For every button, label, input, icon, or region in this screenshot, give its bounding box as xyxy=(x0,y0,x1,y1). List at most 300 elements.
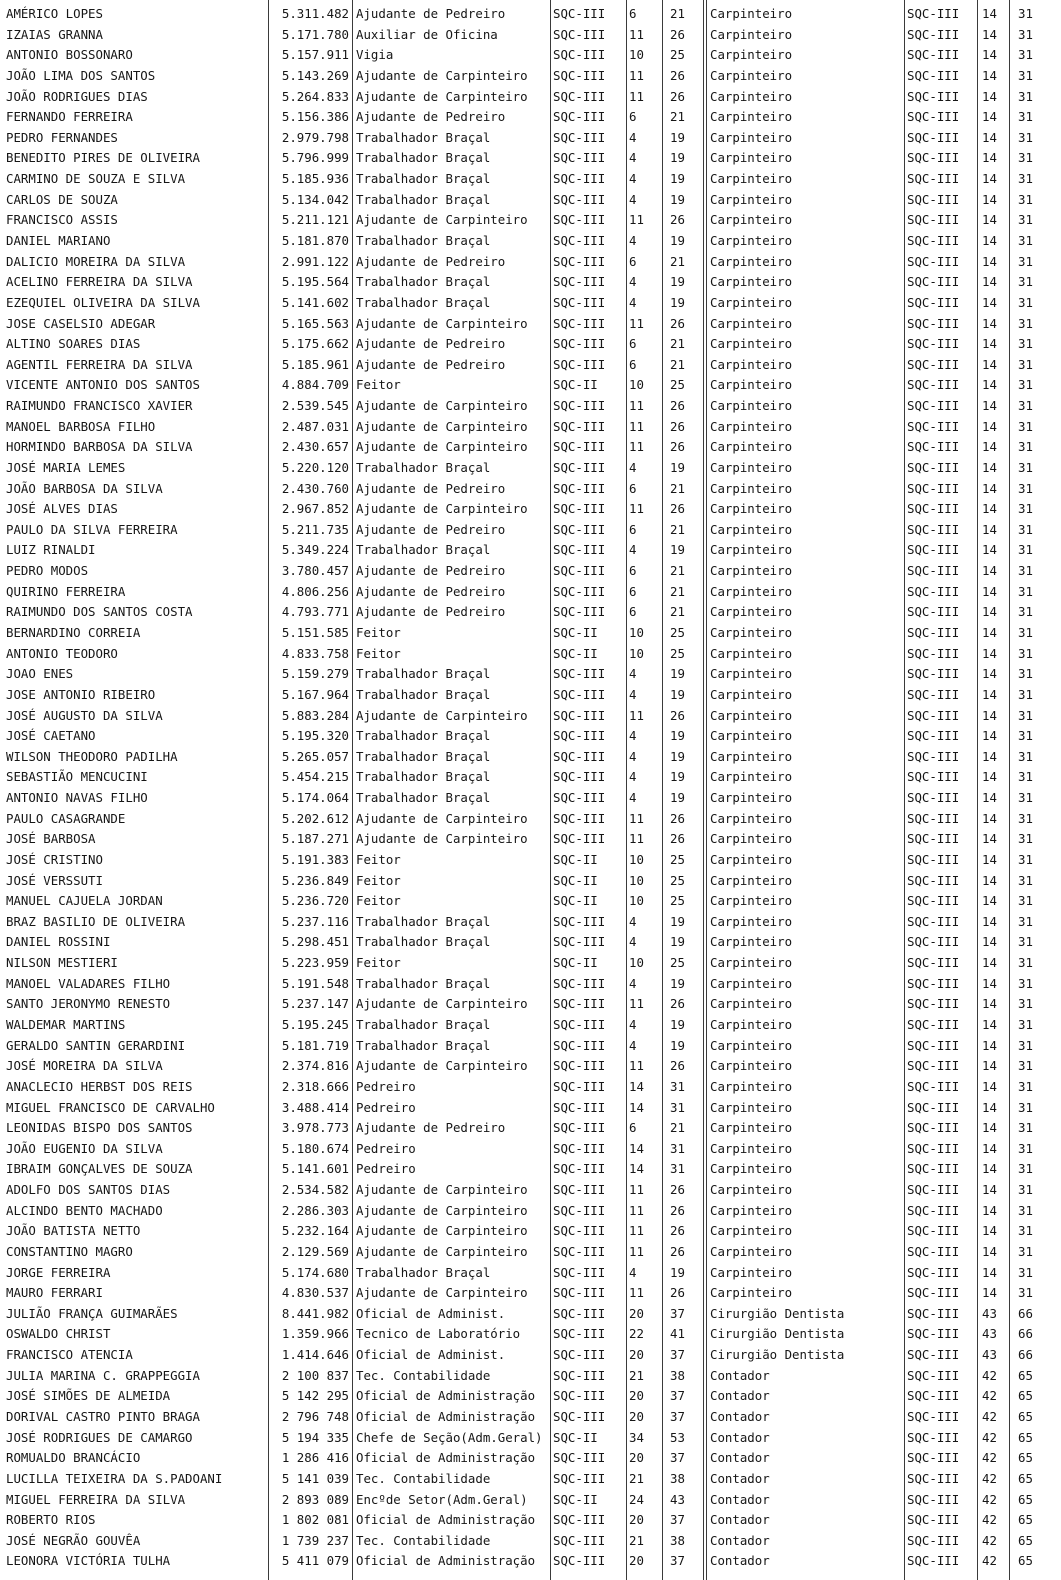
current-position: Ajudante de Carpinteiro xyxy=(356,439,528,455)
current-reference: 20 xyxy=(629,1512,644,1528)
new-level: 31 xyxy=(1018,1243,1033,1259)
current-table: SQC-III xyxy=(553,1285,606,1301)
employee-name: MANOEL VALADARES FILHO xyxy=(6,975,171,991)
registration-number: 5.143.269 xyxy=(281,67,349,83)
current-reference: 34 xyxy=(629,1429,644,1445)
employee-name: BERNARDINO CORREIA xyxy=(6,624,141,640)
current-position: Oficial de Administ. xyxy=(356,1347,506,1363)
current-reference: 6 xyxy=(629,109,637,125)
new-table: SQC-III xyxy=(907,1037,960,1053)
new-reference: 14 xyxy=(982,6,997,21)
new-reference: 14 xyxy=(982,563,997,579)
new-table: SQC-III xyxy=(907,1078,960,1094)
current-reference: 11 xyxy=(629,88,644,104)
new-table: SQC-III xyxy=(907,996,960,1012)
new-level: 31 xyxy=(1018,315,1033,331)
current-level: 19 xyxy=(670,171,685,187)
new-level: 31 xyxy=(1018,1120,1033,1136)
registration-number: 1 739 237 xyxy=(281,1532,349,1548)
current-reference: 4 xyxy=(629,191,637,207)
new-reference: 14 xyxy=(982,1161,997,1177)
current-level: 25 xyxy=(670,377,685,393)
table-row xyxy=(0,1469,1061,1489)
table-row xyxy=(0,293,1061,313)
registration-number: 5.236.720 xyxy=(281,893,349,909)
table-row xyxy=(0,932,1061,952)
current-table: SQC-III xyxy=(553,109,606,125)
new-table: SQC-III xyxy=(907,171,960,187)
table-row xyxy=(0,45,1061,65)
table-row xyxy=(0,1201,1061,1221)
current-level: 19 xyxy=(670,913,685,929)
table-row xyxy=(0,850,1061,870)
new-reference: 14 xyxy=(982,1285,997,1301)
table-row xyxy=(0,809,1061,829)
new-position: Carpinteiro xyxy=(710,604,793,620)
new-level: 31 xyxy=(1018,459,1033,475)
new-reference: 14 xyxy=(982,893,997,909)
new-reference: 14 xyxy=(982,47,997,63)
new-reference: 14 xyxy=(982,624,997,640)
current-table: SQC-II xyxy=(553,893,598,909)
new-level: 31 xyxy=(1018,975,1033,991)
current-reference: 6 xyxy=(629,604,637,620)
current-level: 19 xyxy=(670,769,685,785)
current-table: SQC-III xyxy=(553,47,606,63)
new-position: Carpinteiro xyxy=(710,934,793,950)
registration-number: 2 100 837 xyxy=(281,1367,349,1383)
new-table: SQC-III xyxy=(907,521,960,537)
new-reference: 43 xyxy=(982,1326,997,1342)
new-position: Carpinteiro xyxy=(710,1058,793,1074)
current-table: SQC-III xyxy=(553,1078,606,1094)
new-table: SQC-III xyxy=(907,851,960,867)
registration-number: 5.175.662 xyxy=(281,336,349,352)
new-reference: 14 xyxy=(982,336,997,352)
registration-number: 3.488.414 xyxy=(281,1099,349,1115)
new-table: SQC-III xyxy=(907,315,960,331)
current-position: Tecnico de Laboratório xyxy=(356,1326,521,1342)
new-position: Carpinteiro xyxy=(710,356,793,372)
registration-number: 5.349.224 xyxy=(281,542,349,558)
current-position: Ajudante de Carpinteiro xyxy=(356,1285,528,1301)
new-table: SQC-III xyxy=(907,356,960,372)
new-level: 31 xyxy=(1018,893,1033,909)
current-level: 21 xyxy=(670,604,685,620)
registration-number: 5.237.147 xyxy=(281,996,349,1012)
current-reference: 4 xyxy=(629,129,637,145)
registration-number: 2 796 748 xyxy=(281,1408,349,1424)
new-level: 65 xyxy=(1018,1532,1033,1548)
new-reference: 42 xyxy=(982,1512,997,1528)
new-level: 66 xyxy=(1018,1305,1033,1321)
employee-name: PAULO DA SILVA FERREIRA xyxy=(6,521,178,537)
registration-number: 5 141 039 xyxy=(281,1470,349,1486)
new-reference: 14 xyxy=(982,253,997,269)
employee-name: JOSÉ BARBOSA xyxy=(6,831,96,847)
current-reference: 14 xyxy=(629,1161,644,1177)
new-table: SQC-III xyxy=(907,790,960,805)
registration-number: 5 194 335 xyxy=(281,1429,349,1445)
new-reference: 14 xyxy=(982,1120,997,1136)
employee-name: RAIMUNDO FRANCISCO XAVIER xyxy=(6,398,193,413)
table-row xyxy=(0,1077,1061,1097)
new-level: 65 xyxy=(1018,1388,1033,1404)
current-position: Ajudante de Carpinteiro xyxy=(356,996,528,1012)
new-reference: 14 xyxy=(982,728,997,744)
current-level: 21 xyxy=(670,480,685,496)
current-reference: 11 xyxy=(629,67,644,83)
new-level: 31 xyxy=(1018,501,1033,517)
table-row xyxy=(0,375,1061,395)
registration-number: 2.979.798 xyxy=(281,129,349,145)
employee-name: IBRAIM GONÇALVES DE SOUZA xyxy=(6,1161,193,1177)
new-table: SQC-III xyxy=(907,47,960,63)
current-reference: 6 xyxy=(629,480,637,496)
new-table: SQC-III xyxy=(907,191,960,207)
new-reference: 14 xyxy=(982,480,997,496)
employee-name: ACELINO FERREIRA DA SILVA xyxy=(6,274,193,290)
new-table: SQC-III xyxy=(907,1058,960,1074)
new-position: Carpinteiro xyxy=(710,1099,793,1115)
registration-number: 5 411 079 xyxy=(281,1553,349,1569)
new-position: Carpinteiro xyxy=(710,1202,793,1218)
new-position: Carpinteiro xyxy=(710,1016,793,1032)
current-table: SQC-III xyxy=(553,1223,606,1239)
current-table: SQC-III xyxy=(553,253,606,269)
new-reference: 14 xyxy=(982,191,997,207)
new-level: 31 xyxy=(1018,645,1033,661)
current-position: Oficial de Administração xyxy=(356,1450,536,1466)
employee-name: RAIMUNDO DOS SANTOS COSTA xyxy=(6,604,193,620)
current-table: SQC-II xyxy=(553,377,598,393)
new-level: 31 xyxy=(1018,67,1033,83)
employee-name: SEBASTIÃO MENCUCINI xyxy=(6,769,148,785)
employee-name: JOSÉ AUGUSTO DA SILVA xyxy=(6,707,163,723)
new-table: SQC-III xyxy=(907,150,960,166)
current-table: SQC-III xyxy=(553,1140,606,1156)
current-level: 37 xyxy=(670,1305,685,1321)
new-position: Carpinteiro xyxy=(710,521,793,537)
current-table: SQC-III xyxy=(553,1347,606,1363)
current-position: Trabalhador Braçal xyxy=(356,913,491,929)
current-position: Trabalhador Braçal xyxy=(356,934,491,950)
new-reference: 14 xyxy=(982,459,997,475)
new-table: SQC-III xyxy=(907,1429,960,1445)
current-position: Trabalhador Braçal xyxy=(356,666,491,682)
employee-name: JOSÉ MOREIRA DA SILVA xyxy=(6,1058,163,1074)
current-table: SQC-III xyxy=(553,232,606,248)
current-position: Trabalhador Braçal xyxy=(356,1016,491,1032)
table-row xyxy=(0,499,1061,519)
new-table: SQC-III xyxy=(907,439,960,455)
new-position: Carpinteiro xyxy=(710,666,793,682)
new-position: Carpinteiro xyxy=(710,1243,793,1259)
employee-name: JULIA MARINA C. GRAPPEGGIA xyxy=(6,1367,200,1383)
registration-number: 2 893 089 xyxy=(281,1491,349,1507)
current-reference: 4 xyxy=(629,1037,637,1053)
registration-number: 5.171.780 xyxy=(281,26,349,42)
employee-name: HORMINDO BARBOSA DA SILVA xyxy=(6,439,193,455)
new-table: SQC-III xyxy=(907,686,960,702)
current-table: SQC-III xyxy=(553,418,606,434)
current-level: 19 xyxy=(670,934,685,950)
new-position: Carpinteiro xyxy=(710,1078,793,1094)
current-table: SQC-III xyxy=(553,212,606,228)
employee-name: JOÃO BARBOSA DA SILVA xyxy=(6,480,163,496)
new-table: SQC-III xyxy=(907,1140,960,1156)
employee-name: JOÃO RODRIGUES DIAS xyxy=(6,88,148,104)
new-level: 31 xyxy=(1018,769,1033,785)
current-table: SQC-III xyxy=(553,975,606,991)
new-position: Carpinteiro xyxy=(710,790,793,805)
current-position: Ajudante de Carpinteiro xyxy=(356,1243,528,1259)
employee-name: ADOLFO DOS SANTOS DIAS xyxy=(6,1182,171,1197)
new-reference: 42 xyxy=(982,1470,997,1486)
new-position: Carpinteiro xyxy=(710,624,793,640)
current-reference: 4 xyxy=(629,274,637,290)
table-row xyxy=(0,994,1061,1014)
current-level: 31 xyxy=(670,1099,685,1115)
current-table: SQC-III xyxy=(553,1512,606,1528)
current-reference: 11 xyxy=(629,315,644,331)
registration-number: 5.167.964 xyxy=(281,686,349,702)
table-row xyxy=(0,974,1061,994)
current-position: Trabalhador Braçal xyxy=(356,274,491,290)
table-row xyxy=(0,314,1061,334)
registration-number: 2.430.657 xyxy=(281,439,349,455)
current-position: Ajudante de Carpinteiro xyxy=(356,67,528,83)
current-level: 37 xyxy=(670,1553,685,1569)
new-reference: 43 xyxy=(982,1305,997,1321)
new-position: Carpinteiro xyxy=(710,294,793,310)
employee-name: LEONIDAS BISPO DOS SANTOS xyxy=(6,1120,193,1136)
current-table: SQC-III xyxy=(553,315,606,331)
new-table: SQC-III xyxy=(907,624,960,640)
new-reference: 14 xyxy=(982,1037,997,1053)
new-table: SQC-III xyxy=(907,6,960,21)
table-row xyxy=(0,602,1061,622)
new-reference: 14 xyxy=(982,1243,997,1259)
registration-number: 1.414.646 xyxy=(281,1347,349,1363)
table-row xyxy=(0,726,1061,746)
new-level: 31 xyxy=(1018,831,1033,847)
employee-name: PEDRO MODOS xyxy=(6,563,89,579)
current-position: Ajudante de Pedreiro xyxy=(356,6,506,21)
employee-name: LUIZ RINALDI xyxy=(6,542,96,558)
current-table: SQC-III xyxy=(553,1058,606,1074)
registration-number: 5.265.057 xyxy=(281,748,349,764)
new-position: Carpinteiro xyxy=(710,459,793,475)
current-level: 25 xyxy=(670,893,685,909)
current-level: 26 xyxy=(670,418,685,434)
current-position: Trabalhador Braçal xyxy=(356,686,491,702)
current-level: 26 xyxy=(670,810,685,826)
current-position: Feitor xyxy=(356,893,401,909)
current-position: Trabalhador Braçal xyxy=(356,748,491,764)
current-reference: 21 xyxy=(629,1532,644,1548)
new-position: Carpinteiro xyxy=(710,955,793,971)
current-reference: 10 xyxy=(629,377,644,393)
table-row xyxy=(0,540,1061,560)
new-level: 31 xyxy=(1018,1161,1033,1177)
registration-number: 5.185.961 xyxy=(281,356,349,372)
table-row xyxy=(0,417,1061,437)
current-position: Trabalhador Braçal xyxy=(356,769,491,785)
current-table: SQC-III xyxy=(553,1243,606,1259)
current-level: 26 xyxy=(670,398,685,413)
current-reference: 11 xyxy=(629,1202,644,1218)
current-table: SQC-III xyxy=(553,501,606,517)
current-reference: 4 xyxy=(629,728,637,744)
employee-name: ROMUALDO BRANCÁCIO xyxy=(6,1450,141,1466)
new-reference: 14 xyxy=(982,1202,997,1218)
current-reference: 11 xyxy=(629,810,644,826)
employee-name: MIGUEL FERREIRA DA SILVA xyxy=(6,1491,186,1507)
new-level: 31 xyxy=(1018,232,1033,248)
new-level: 31 xyxy=(1018,624,1033,640)
registration-number: 5 142 295 xyxy=(281,1388,349,1404)
new-position: Carpinteiro xyxy=(710,439,793,455)
current-table: SQC-III xyxy=(553,26,606,42)
current-reference: 14 xyxy=(629,1078,644,1094)
new-position: Carpinteiro xyxy=(710,274,793,290)
current-level: 37 xyxy=(670,1450,685,1466)
current-table: SQC-III xyxy=(553,769,606,785)
table-row xyxy=(0,190,1061,210)
employee-name: FRANCISCO ASSIS xyxy=(6,212,118,228)
new-position: Carpinteiro xyxy=(710,810,793,826)
current-table: SQC-III xyxy=(553,1099,606,1115)
registration-number: 5.141.602 xyxy=(281,294,349,310)
table-row xyxy=(0,767,1061,787)
new-position: Carpinteiro xyxy=(710,67,793,83)
new-position: Carpinteiro xyxy=(710,996,793,1012)
current-position: Feitor xyxy=(356,645,401,661)
new-table: SQC-III xyxy=(907,1326,960,1342)
table-row xyxy=(0,1304,1061,1324)
employee-name: ANTONIO TEODORO xyxy=(6,645,118,661)
current-position: Ajudante de Carpinteiro xyxy=(356,1058,528,1074)
employee-name: ALCINDO BENTO MACHADO xyxy=(6,1202,163,1218)
new-position: Carpinteiro xyxy=(710,171,793,187)
current-position: Ajudante de Pedreiro xyxy=(356,563,506,579)
current-reference: 20 xyxy=(629,1450,644,1466)
current-table: SQC-III xyxy=(553,563,606,579)
current-reference: 6 xyxy=(629,521,637,537)
new-table: SQC-III xyxy=(907,1367,960,1383)
current-position: Tec. Contabilidade xyxy=(356,1470,491,1486)
new-position: Carpinteiro xyxy=(710,851,793,867)
table-row xyxy=(0,1386,1061,1406)
table-row xyxy=(0,128,1061,148)
new-reference: 14 xyxy=(982,851,997,867)
new-level: 31 xyxy=(1018,1078,1033,1094)
registration-number: 5.195.320 xyxy=(281,728,349,744)
table-row xyxy=(0,148,1061,168)
new-table: SQC-III xyxy=(907,88,960,104)
new-reference: 14 xyxy=(982,1264,997,1280)
current-level: 26 xyxy=(670,1058,685,1074)
current-level: 26 xyxy=(670,501,685,517)
new-level: 31 xyxy=(1018,377,1033,393)
new-level: 31 xyxy=(1018,790,1033,805)
new-table: SQC-III xyxy=(907,109,960,125)
current-level: 53 xyxy=(670,1429,685,1445)
registration-number: 5.174.064 xyxy=(281,790,349,805)
new-table: SQC-III xyxy=(907,604,960,620)
current-position: Trabalhador Braçal xyxy=(356,1264,491,1280)
current-table: SQC-III xyxy=(553,480,606,496)
new-position: Carpinteiro xyxy=(710,748,793,764)
current-table: SQC-III xyxy=(553,67,606,83)
new-reference: 14 xyxy=(982,769,997,785)
current-level: 19 xyxy=(670,191,685,207)
current-level: 25 xyxy=(670,645,685,661)
new-level: 31 xyxy=(1018,439,1033,455)
registration-number: 5.454.215 xyxy=(281,769,349,785)
new-table: SQC-III xyxy=(907,1450,960,1466)
new-level: 65 xyxy=(1018,1450,1033,1466)
new-level: 31 xyxy=(1018,872,1033,888)
table-row xyxy=(0,1448,1061,1468)
current-level: 26 xyxy=(670,439,685,455)
current-reference: 4 xyxy=(629,459,637,475)
current-reference: 11 xyxy=(629,398,644,413)
current-reference: 6 xyxy=(629,356,637,372)
new-table: SQC-III xyxy=(907,645,960,661)
registration-number: 5.232.164 xyxy=(281,1223,349,1239)
new-position: Carpinteiro xyxy=(710,686,793,702)
new-level: 31 xyxy=(1018,336,1033,352)
registration-number: 5.883.284 xyxy=(281,707,349,723)
current-position: Tec. Contabilidade xyxy=(356,1367,491,1383)
current-table: SQC-III xyxy=(553,1450,606,1466)
employee-name: JORGE FERREIRA xyxy=(6,1264,111,1280)
current-position: Ajudante de Pedreiro xyxy=(356,253,506,269)
current-table: SQC-III xyxy=(553,913,606,929)
current-level: 19 xyxy=(670,975,685,991)
new-reference: 14 xyxy=(982,232,997,248)
current-reference: 11 xyxy=(629,1223,644,1239)
current-table: SQC-III xyxy=(553,459,606,475)
new-table: SQC-III xyxy=(907,1243,960,1259)
employee-name: WALDEMAR MARTINS xyxy=(6,1016,126,1032)
table-row xyxy=(0,1098,1061,1118)
new-reference: 42 xyxy=(982,1388,997,1404)
new-position: Carpinteiro xyxy=(710,1285,793,1301)
current-level: 25 xyxy=(670,955,685,971)
table-row xyxy=(0,458,1061,478)
current-level: 25 xyxy=(670,851,685,867)
new-position: Contador xyxy=(710,1429,770,1445)
new-level: 31 xyxy=(1018,1140,1033,1156)
new-level: 31 xyxy=(1018,996,1033,1012)
new-table: SQC-III xyxy=(907,1470,960,1486)
table-row xyxy=(0,1015,1061,1035)
new-level: 31 xyxy=(1018,913,1033,929)
registration-number: 2.967.852 xyxy=(281,501,349,517)
current-position: Trabalhador Braçal xyxy=(356,1037,491,1053)
current-reference: 4 xyxy=(629,975,637,991)
new-position: Carpinteiro xyxy=(710,542,793,558)
current-reference: 11 xyxy=(629,1182,644,1197)
new-table: SQC-III xyxy=(907,1408,960,1424)
employee-name: FRANCISCO ATENCIA xyxy=(6,1347,133,1363)
current-position: Oficial de Administ. xyxy=(356,1305,506,1321)
new-level: 65 xyxy=(1018,1429,1033,1445)
table-row xyxy=(0,231,1061,251)
